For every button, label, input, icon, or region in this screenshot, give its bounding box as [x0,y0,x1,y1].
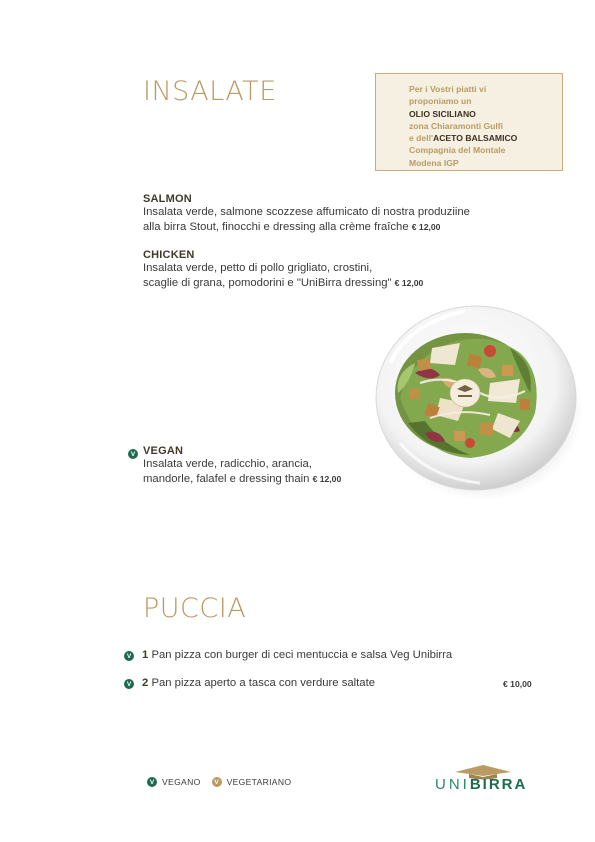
oil-vinegar-info-box [375,73,563,171]
puccia-price: € 10,00 [503,679,532,689]
puccia-item-number: 2 [142,677,149,689]
puccia-item-text: Pan pizza con burger di ceci mentuccia e salsa Veg Unibirra [151,649,453,661]
dish-chicken [143,249,423,290]
vegetarian-badge-icon: V [212,777,222,787]
dish-desc-line [143,220,470,235]
dish-price: € 12,00 [312,473,342,484]
info-line: Per i Vostri piatti vi [409,84,487,94]
info-aceto: ACETO BALSAMICO [433,133,518,144]
puccia-item [142,649,452,661]
dish-desc-text: mandorle, falafel e dressing thain [143,472,310,485]
dish-salmon [143,193,470,234]
info-line: Compagnia del Montale [409,145,506,156]
puccia-title: PUCCIA [143,593,247,624]
dish-name: SALMON [143,193,192,205]
info-prefix: e dell' [409,133,434,144]
puccia-item-number: 1 [142,649,149,661]
dish-desc [143,457,341,486]
vegan-badge-icon: V [124,651,134,661]
info-line: proponiamo un [409,96,472,107]
insalate-title: INSALATE [143,76,277,107]
info-line: Modena IGP [409,157,459,168]
dish-name: CHICKEN [143,249,195,261]
vegan-badge-icon: V [128,449,138,459]
dish-desc-text: alla birra Stout, finocchi e dressing alla crème fraîche [143,220,409,233]
puccia-item-text: Pan pizza aperto a tasca con verdure saltate [151,677,375,689]
logo-birra-text: BIRRA [469,776,528,793]
info-line [409,132,552,144]
dish-desc [143,261,423,290]
dish-vegan [143,445,341,486]
legend-vegano-label: VEGANO [162,777,201,787]
dish-price: € 12,00 [394,277,424,288]
legend-vegetariano-label: VEGETARIANO [226,777,292,787]
dish-desc-text: scaglie di grana, pomodorini e "UniBirra dressing" [143,276,392,289]
dish-name: VEGAN [143,445,184,457]
dish-desc-line: Insalata verde, petto di pollo grigliato, crostini, [143,262,373,274]
legend [147,777,291,787]
dish-desc [143,205,470,234]
dish-desc-line [143,276,423,291]
puccia-item [142,677,375,689]
unibirra-logo [433,764,568,794]
dish-price: € 12,00 [411,221,441,232]
info-line: zona Chiaramonti Gulfi [409,120,504,131]
dish-desc-line: Insalata verde, salmone scozzese affumicato di nostra produziine [143,206,470,218]
logo-uni-text: UNI [435,776,470,793]
vegan-badge-icon: V [147,777,157,787]
dish-desc-line [143,472,341,487]
vegan-badge-icon: V [124,679,134,689]
logo-wordmark [435,776,527,794]
salad-bowl-image [370,303,585,503]
dish-desc-line: Insalata verde, radicchio, arancia, [143,458,312,470]
info-olio: OLIO SICILIANO [409,108,476,119]
